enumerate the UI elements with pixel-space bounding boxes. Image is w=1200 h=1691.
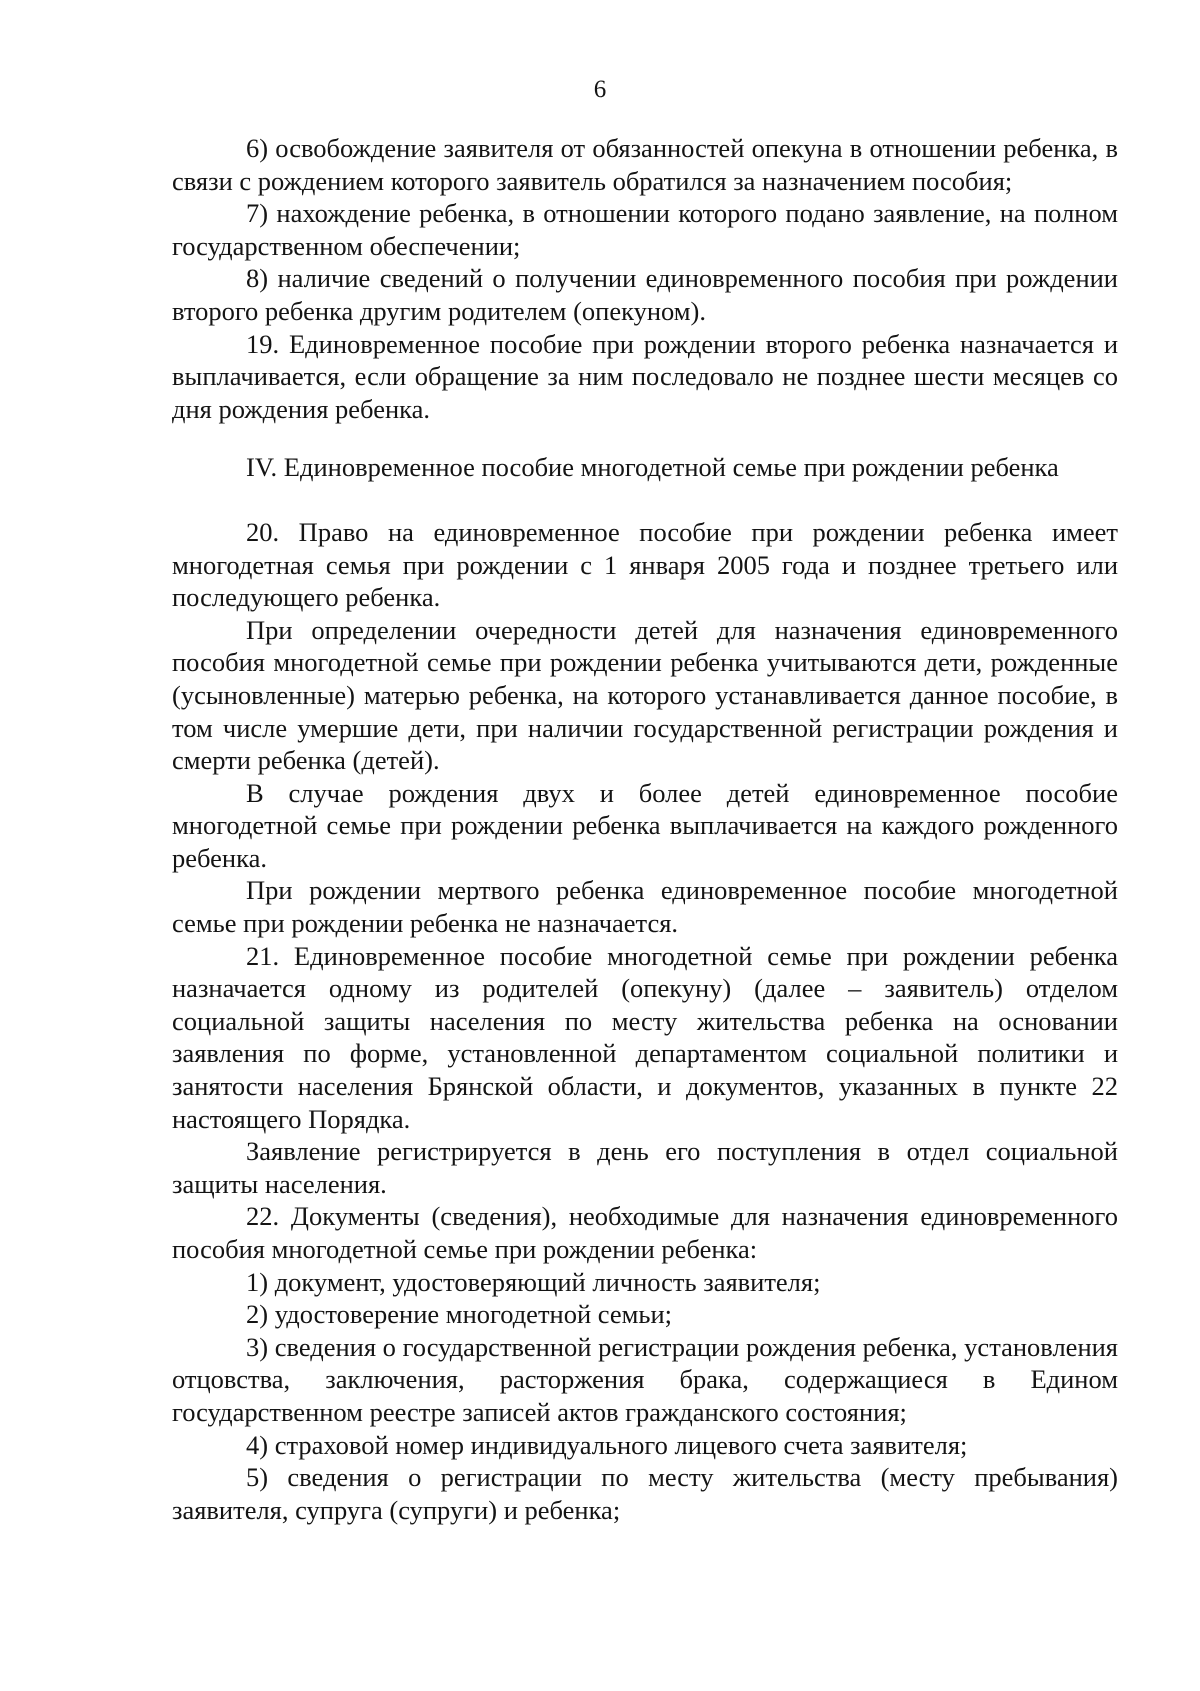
document-body — [172, 132, 1118, 1526]
paragraph-clause-20: 20. Право на единовременное пособие при рождении ребенка имеет многодетная семья при рождении с 1 января 2005 года и позднее третьего или последующего ребенка. — [172, 516, 1118, 613]
list-item: 2) удостоверение многодетной семьи; — [246, 1299, 673, 1330]
page-number: 6 — [593, 76, 607, 103]
paragraph: При рождении мертвого ребенка единовременное пособие многодетной семье при рождении ребенка не назначается. — [172, 875, 1118, 939]
paragraph: В случае рождения двух и более детей единовременное пособие многодетной семье при рождении ребенка выплачивается на каждого рожденного ребенка. — [172, 777, 1118, 873]
spacer — [172, 425, 1118, 451]
paragraph-clause-22: 22. Документы (сведения), необходимые для назначения единовременного пособия многодетной семье при рождении ребенка: — [172, 1201, 1118, 1264]
list-item: 3) сведения о государственной регистрации рождения ребенка, установления отцовства, заключения, расторжения брака, содержащиеся в Едином государственном реестре записей актов гражданского состояния; — [172, 1331, 1118, 1427]
paragraph-item-8: 8) наличие сведений о получении единовременного пособия при рождении второго ребенка другим родителем (опекуном). — [172, 263, 1118, 326]
paragraph: Заявление регистрируется в день его поступления в отдел социальной защиты населения. — [172, 1136, 1118, 1199]
paragraph-item-7: 7) нахождение ребенка, в отношении которого подано заявление, на полном государственном обеспечении; — [172, 198, 1118, 261]
list-item: 5) сведения о регистрации по месту жительства (месту пребывания) заявителя, супруга (супруги) и ребенка; — [172, 1462, 1118, 1525]
paragraph-clause-19: 19. Единовременное пособие при рождении второго ребенка назначается и выплачивается, если обращение за ним последовало не позднее шести месяцев со дня рождения ребенка. — [172, 328, 1118, 424]
paragraph-clause-21: 21. Единовременное пособие многодетной семье при рождении ребенка назначается одному из родителей (опекуну) (далее – заявитель) отделом социальной защиты населения по месту жительства ребенка на основании заявления по форме, установленной департаментом социальной политики и занятости населения Брянской области, и документов, указанных в пункте 22 настоящего Порядка. — [172, 940, 1118, 1134]
paragraph-item-6: 6) освобождение заявителя от обязанностей опекуна в отношении ребенка, в связи с рождением которого заявитель обратился за назначением пособия; — [172, 133, 1118, 196]
section-heading: IV. Единовременное пособие многодетной семье при рождении ребенка — [246, 452, 1059, 483]
spacer — [172, 484, 1118, 516]
list-item: 4) страховой номер индивидуального лицевого счета заявителя; — [246, 1429, 968, 1460]
paragraph: При определении очередности детей для назначения единовременного пособия многодетной семье при рождении ребенка учитываются дети, рожденные (усыновленные) матерью ребенка, на которого устанавливается данное пособие, в том числе умершие дети, при наличии государственной регистрации рождения и смерти ребенка (детей). — [172, 614, 1118, 776]
list-item: 1) документ, удостоверяющий личность заявителя; — [246, 1266, 821, 1297]
